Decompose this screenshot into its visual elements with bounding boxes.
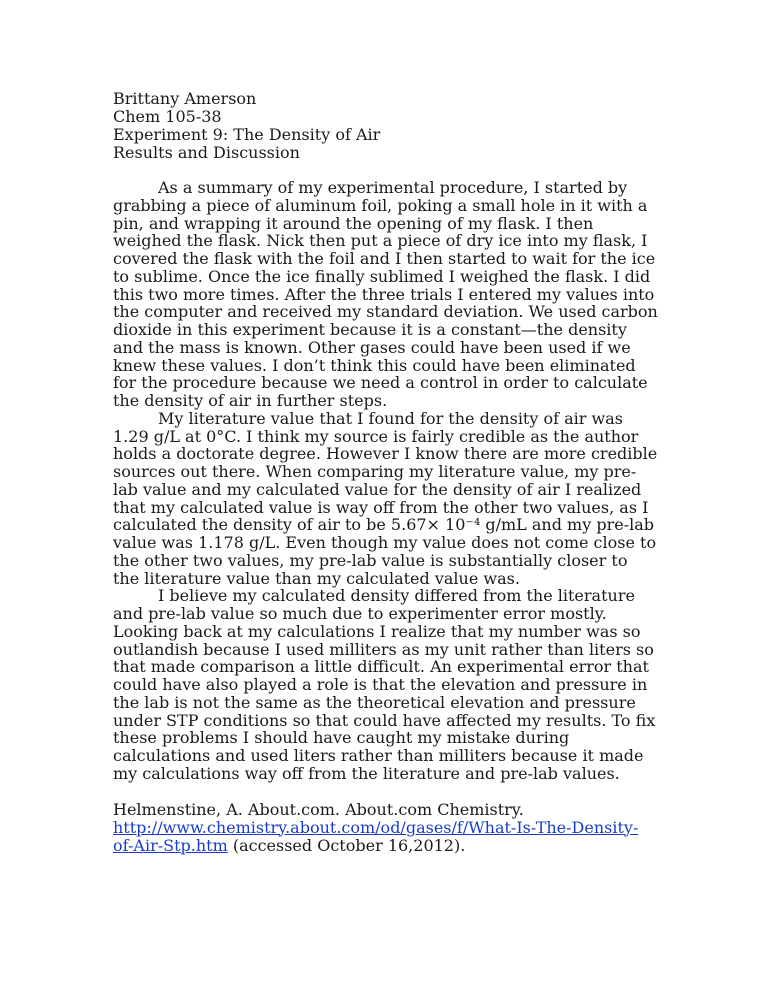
experiment-title: Experiment 9: The Density of Air: [113, 125, 381, 144]
paragraph-literature-comparison: My literature value that I found for the density of air was 1.29 g/L at 0°C. I think my source is fairly credible as the author holds a doctorate degree. However I know there are more credible sources out there. When comparing my literature value, my pre-lab value and my calculated value for the density of air I realized that my calculated value is way off from the other two values, as I calculated the density of air to be 5.67× 10⁻⁴ g/mL and my pre-lab value was 1.178 g/L. Even though my value does not come close to the other two values, my pre-lab value is substantially closer to the literature value than my calculated value was.: [113, 408, 658, 588]
citation: [113, 801, 658, 855]
course-code: Chem 105-38: [113, 107, 222, 126]
citation-source: Helmenstine, A. About.com. About.com Chemistry.: [113, 799, 524, 819]
section-title: Results and Discussion: [113, 143, 300, 162]
author-name: Brittany Amerson: [113, 89, 257, 108]
paragraph-error-analysis: I believe my calculated density differed from the literature and pre-lab value so much due to experimenter error mostly. Looking back at my calculations I realize that my number was so outlandish because I used milliters as my unit rather than liters so that made comparison a little difficult. An experimental error that could have also played a role is that the elevation and pressure in the lab is not the same as the theoretical elevation and pressure under STP conditions so that could have affected my results. To fix these problems I should have caught my mistake during calculations and used liters rather than milliters because it made my calculations way off from the literature and pre-lab values.: [113, 586, 656, 783]
citation-accessed-date: (accessed October 16,2012).: [227, 835, 466, 855]
citation-link[interactable]: http://www.chemistry.about.com/od/gases/f/What-Is-The-Density-of-Air-Stp.htm: [113, 817, 639, 855]
citation-reference: [113, 819, 658, 855]
document-body: [113, 179, 658, 783]
paragraph-procedure-summary: As a summary of my experimental procedure, I started by grabbing a piece of aluminum foil, poking a small hole in it with a pin, and wrapping it around the opening of my flask. I then weighed the flask. Nick then put a piece of dry ice into my flask, I covered the flask with the foil and I then started to wait for the ice to sublime. Once the ice finally sublimed I weighed the flask. I did this two more times. After the three trials I entered my values into the computer and received my standard deviation. We used carbon dioxide in this experiment because it is a constant—the density and the mass is known. Other gases could have been used if we knew these values. I don’t think this could have been eliminated for the procedure because we need a control in order to calculate the density of air in further steps.: [113, 178, 658, 410]
document-header: [113, 90, 658, 162]
document-page: [113, 90, 658, 855]
